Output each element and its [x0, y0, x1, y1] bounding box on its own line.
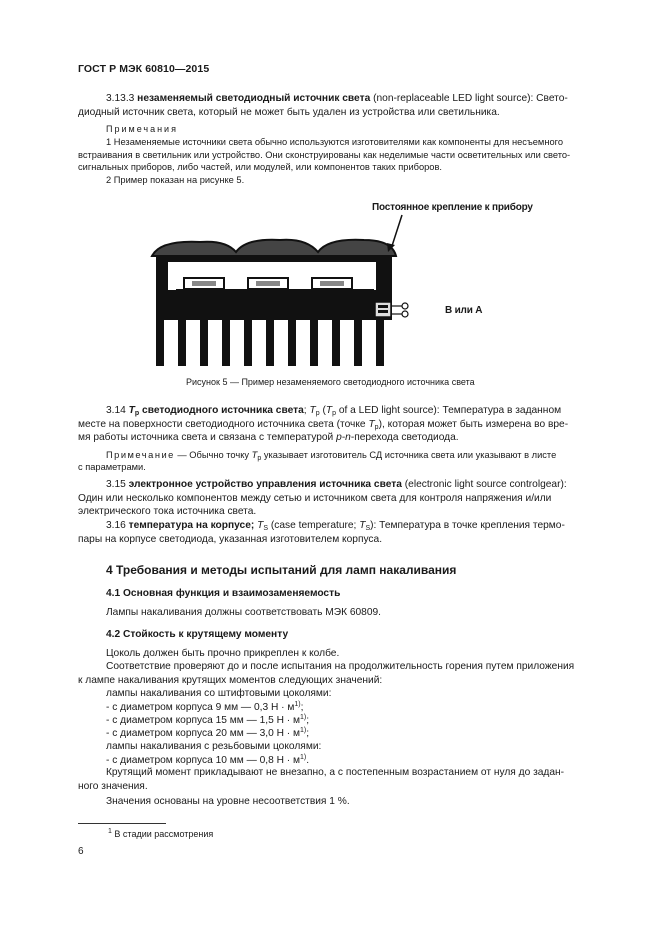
symbol: T [251, 450, 258, 460]
definition-3-15-line2: Один или несколько компонентов между сетью и источником света для контроля напряжения и/или [78, 493, 552, 504]
symbol: T [128, 405, 135, 416]
section-4-heading: 4 Требования и методы испытаний для ламп накаливания [106, 563, 457, 577]
section-4-2-p1: Цоколь должен быть прочно прикреплен к колбе. [106, 648, 340, 659]
paren: ( [322, 405, 326, 416]
screw-base-heading: лампы накаливания с резьбовыми цоколями: [106, 741, 322, 752]
clause-number: 3.14 [106, 405, 126, 416]
term: электронное устройство управления источника света [128, 479, 402, 490]
page-header: ГОСТ Р МЭК 60810—2015 [78, 63, 210, 75]
heatsink-fins [156, 318, 384, 366]
list-item [106, 714, 309, 726]
definition-3-15 [78, 478, 615, 491]
note-3-14-line2: с параметрами. [78, 462, 146, 472]
pin-base-heading: лампы накаливания со штифтовыми цоколями: [106, 688, 332, 699]
section-4-2-p2-line1: Соответствие проверяют до и после испытания на продолжительность горения путем приложения [106, 661, 575, 672]
list-item [106, 754, 309, 766]
symbol-subscript: p [257, 455, 262, 462]
section-4-2-p3-line2: ного значения. [78, 781, 148, 792]
footnote-divider [78, 823, 166, 824]
terminal [402, 303, 408, 309]
led-board [176, 289, 374, 304]
clause-number: 3.16 [106, 520, 126, 531]
separator: ; [303, 405, 307, 416]
symbol: T [368, 419, 375, 430]
symbol-subscript: p [374, 424, 379, 431]
definition-3-15-line3: электрического тока источника света. [78, 506, 257, 517]
figure-side-label: В или А [445, 305, 483, 316]
text: месте на поверхности светодиодного источника света (точке [78, 419, 366, 430]
figure-caption: Рисунок 5 — Пример незаменяемого светодиодного источника света [186, 377, 475, 387]
lens-cover [152, 240, 396, 256]
text: ): Температура в точке крепления термо- [370, 520, 565, 531]
text: - с диаметром корпуса 15 мм — 1,5 Н · м [106, 715, 301, 726]
symbol: T [309, 405, 316, 416]
symbol-subscript: p [134, 410, 140, 417]
footnote-mark: 1 [108, 828, 112, 835]
note-2: 2 Пример показан на рисунке 5. [106, 175, 245, 185]
symbol: T [257, 520, 264, 531]
notes-label: Примечания [106, 124, 178, 134]
text: - с диаметром корпуса 9 мм — 0,3 Н · м [106, 702, 295, 713]
text: (case temperature; [270, 520, 357, 531]
definition-3-14-line3 [78, 431, 615, 444]
section-4-2-heading: 4.2 Стойкость к крутящему моменту [106, 629, 289, 640]
figure-top-label: Постоянное крепление к прибору [372, 202, 533, 213]
text: -перехода светодиода. [350, 432, 459, 443]
text: ; [300, 702, 304, 713]
symbol-subscript: p [332, 410, 336, 417]
symbol-subscript: p [315, 410, 320, 417]
section-4-2-p2-line2: к лампе накаливания крутящих моментов следующих значений: [78, 675, 383, 686]
text: - с диаметром корпуса 10 мм — 0,8 Н · м [106, 755, 301, 766]
footnote-text: В стадии рассмотрения [114, 829, 214, 839]
text: - с диаметром корпуса 20 мм — 3,0 Н · м [106, 728, 301, 739]
section-4-1-heading: 4.1 Основная функция и взаимозаменяемость [106, 588, 341, 599]
footnote-ref: 1) [300, 754, 307, 761]
term: незаменяемый светодиодный источник света [137, 93, 371, 104]
section-4-2-p4: Значения основаны на уровне несоответствия 1 %. [106, 796, 350, 807]
list-item [106, 701, 303, 713]
text: ), которая может быть измерена во вре- [378, 419, 569, 430]
definition-3-13-3-line2: диодный источник света, который не может быть удален из устройства или светильника. [78, 107, 500, 118]
symbol-subscript: S [263, 525, 269, 532]
driver-module [375, 302, 391, 317]
note-1-line1: 1 Незаменяемые источники света обычно используются изготовителями как компоненты для несъемного [106, 137, 563, 147]
section-4-1-text: Лампы накаливания должны соответствовать МЭК 60809. [106, 607, 382, 618]
term: температура на корпусе; [128, 520, 255, 531]
page-number: 6 [78, 846, 84, 857]
note-3-14 [106, 449, 556, 466]
led-emitter [312, 278, 352, 289]
symbol-subscript: S [365, 525, 371, 532]
text: — Обычно точку [177, 450, 250, 460]
terminal [402, 311, 408, 317]
footnote-ref: 1) [300, 727, 307, 734]
leader-line [391, 215, 402, 249]
note-label: Примечание [106, 450, 175, 460]
section-4-2-p3-line1: Крутящий момент прикладывают не внезапно, а с постепенным возрастанием от нуля до задан- [106, 767, 565, 778]
term: светодиодного источника света [142, 405, 304, 416]
text: (electronic light source controlgear): [404, 479, 567, 490]
text: указывает изготовитель СД источника света или указывают в листе [263, 450, 557, 460]
footnote [108, 828, 213, 839]
led-emitter [184, 278, 224, 289]
symbol: T [325, 405, 333, 416]
led-emitter [248, 278, 288, 289]
pn-junction: p-n [336, 432, 351, 443]
definition-3-16-line2: пары на корпусе светодиода, указанная изготовителем корпуса. [78, 534, 383, 545]
list-item [106, 727, 309, 739]
note-1-line3: сигнальных приборов, либо частей, или модулей, или компонентов таких приборов. [78, 162, 442, 172]
clause-number: 3.13.3 [106, 93, 135, 104]
clause-number: 3.15 [106, 479, 126, 490]
text: ; [306, 728, 310, 739]
text: мя работы источника света и связана с температурой [78, 432, 334, 443]
footnote-ref: 1) [294, 701, 301, 708]
symbol: T [359, 520, 366, 531]
definition-text: of a LED light source): Температура в заданном [338, 405, 562, 416]
text: ; [306, 715, 310, 726]
definition-text: (non-replaceable LED light source): Свето- [373, 93, 568, 104]
text: . [306, 755, 310, 766]
note-1-line2: встраивания в светильник или устройство. Они сконструированы как неделимые части осветительных или свето- [78, 150, 571, 160]
footnote-ref: 1) [300, 714, 307, 721]
